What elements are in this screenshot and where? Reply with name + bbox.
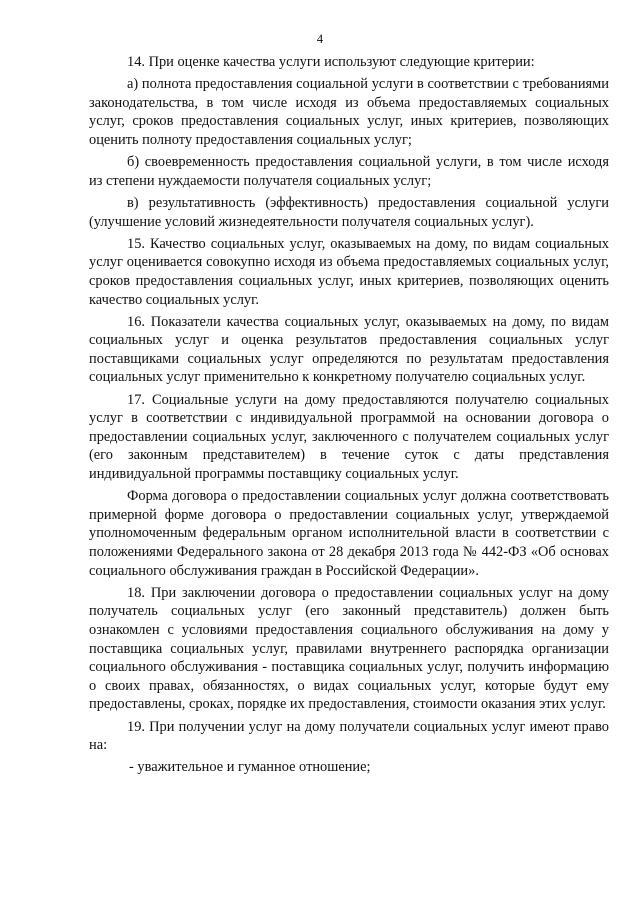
list-item: - уважительное и гуманное отношение; xyxy=(129,759,371,776)
paragraph-14-item-a: а) полнота предоставления социальной услуги в соответствии с требованиями законодательства, в том числе исходя из объема предоставляемых социальных услуг, сроков предоставления социальных услуг, иных критериев, позволяющих оценить полноту предоставления социальных услуг; xyxy=(89,76,609,148)
paragraph-15: 15. Качество социальных услуг, оказываемых на дому, по видам социальных услуг оценивается совокупно исходя из объема предоставляемых социальных услуг, сроков предоставления социальных услуг, иных критериев, позволяющих оценить качество социальных услуг. xyxy=(89,235,609,308)
paragraph-16: 16. Показатели качества социальных услуг, оказываемых на дому, по видам социальных услуг и оценка результатов предоставления социальных услуг поставщиками социальных услуг определяются по результатам предоставления социальных услуг применительно к конкретному получателю социальных услуг. xyxy=(89,313,609,386)
paragraph-19: 19. При получении услуг на дому получатели социальных услуг имеют право на: xyxy=(89,718,609,754)
paragraph-18: 18. При заключении договора о предоставлении социальных услуг на дому получатель социальных услуг (его законный представитель) должен быть ознакомлен с условиями предоставления социального обслуживания на дому у поставщика социальных услуг, правилами внутреннего распорядка организации социального обслуживания - поставщика социальных услуг, получить информацию о своих правах, обязанностях, о видах социальных услуг, которые будут ему предоставлены, сроках, порядке их предоставления, стоимости оказания этих услуг. xyxy=(89,584,609,713)
document-body xyxy=(89,53,609,781)
paragraph-17: 17. Социальные услуги на дому предоставляются получателю социальных услуг в соответствии с индивидуальной программой на основании договора о предоставлении социальных услуг, заключенного с получателем социальных услуг (его законным представителем) в течение суток с даты представления индивидуальной программы поставщику социальных услуг. xyxy=(89,391,609,483)
paragraph-14-item-b: б) своевременность предоставления социальной услуги, в том числе исходя из степени нуждаемости получателя социальных услуг; xyxy=(89,154,609,189)
paragraph-17-contract-form: Форма договора о предоставлении социальных услуг должна соответствовать примерной форме договора о предоставлении социальных услуг, утверждаемой уполномоченным федеральным органом исполнительной власти в соответствии с положениями Федерального закона от 28 декабря 2013 года № 442-ФЗ «Об основах социального обслуживания граждан в Российской Федерации». xyxy=(89,488,609,579)
paragraph-14: 14. При оценке качества услуги используют следующие критерии: xyxy=(127,54,535,70)
paragraph-14-item-c: в) результативность (эффективность) предоставления социальной услуги (улучшение условий жизнедеятельности получателя социальных услуг). xyxy=(89,194,609,230)
page-number: 4 xyxy=(316,32,324,46)
